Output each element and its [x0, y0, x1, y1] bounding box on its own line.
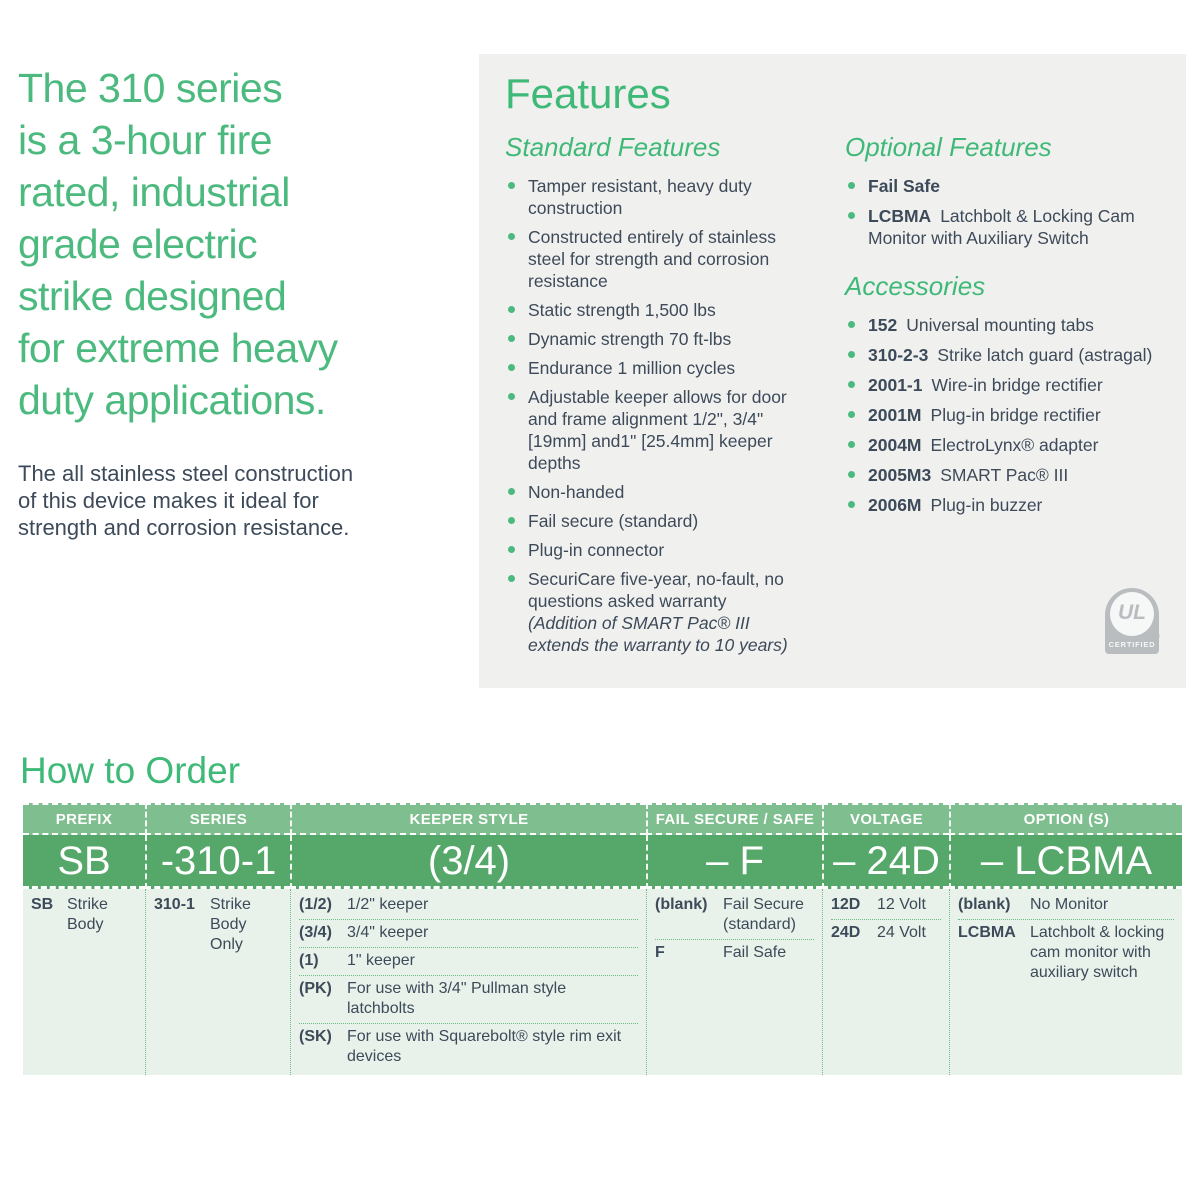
- features-title: Features: [505, 70, 671, 117]
- detail-text: For use with 3/4" Pullman style latchbolts: [347, 980, 567, 1017]
- prefix-detail-cell: [23, 889, 145, 1075]
- standard-features-column: [505, 132, 813, 663]
- optional-accessories-column: [845, 132, 1170, 524]
- bullet-icon: [508, 488, 515, 495]
- accessory-text: Plug-in buzzer: [930, 495, 1043, 515]
- feature-item: [505, 357, 813, 379]
- detail-row: [154, 892, 282, 959]
- ul-circle: [1110, 592, 1154, 636]
- option-code: Fail Safe: [868, 176, 940, 196]
- bullet-icon: [508, 335, 515, 342]
- detail-code: SB: [31, 896, 54, 913]
- bullet-icon: [508, 546, 515, 553]
- detail-text: 1" keeper: [347, 952, 415, 969]
- column-header-voltage: VOLTAGE: [822, 803, 949, 835]
- order-header-row: [23, 803, 1182, 835]
- detail-text: For use with Squarebolt® style rim exit devices: [347, 1028, 622, 1065]
- example-prefix-value: SB: [23, 835, 145, 889]
- detail-code: 24D: [831, 924, 861, 941]
- detail-code: (3/4): [299, 924, 332, 941]
- detail-row: [958, 892, 1174, 919]
- example-series-value: -310-1: [145, 835, 290, 889]
- optional-feature-item: [845, 175, 1170, 197]
- detail-row: [958, 919, 1174, 987]
- feature-item: [505, 299, 813, 321]
- bullet-icon: [848, 501, 855, 508]
- detail-code: LCBMA: [958, 924, 1016, 941]
- feature-item: [505, 481, 813, 503]
- accessory-text: Plug-in bridge rectifier: [930, 405, 1101, 425]
- detail-text: Fail Secure (standard): [723, 896, 804, 933]
- series-detail-cell: [145, 889, 290, 1075]
- headline-line: rated, industrial: [18, 169, 290, 215]
- accessory-code: 2004M: [868, 435, 922, 455]
- feature-text: Plug-in connector: [528, 540, 665, 560]
- detail-text: Strike Body: [67, 896, 108, 933]
- voltage-detail-cell: [822, 889, 949, 1075]
- detail-code: (1): [299, 952, 319, 969]
- accessory-item: [845, 404, 1170, 426]
- bullet-icon: [508, 182, 515, 189]
- order-details-row: [23, 889, 1182, 1075]
- feature-item: [505, 328, 813, 350]
- detail-text: Strike Body Only: [210, 896, 251, 953]
- column-header-fail-secure-safe: FAIL SECURE / SAFE: [646, 803, 822, 835]
- how-to-order-title: How to Order: [20, 750, 241, 791]
- feature-note: (Addition of SMART Pac® III extends the warranty to 10 years): [528, 613, 788, 655]
- detail-row: [831, 892, 941, 919]
- accessory-item: [845, 434, 1170, 456]
- accessory-text: Strike latch guard (astragal): [937, 345, 1153, 365]
- detail-text: No Monitor: [1030, 896, 1109, 913]
- detail-row: [299, 892, 638, 919]
- accessory-text: Universal mounting tabs: [906, 315, 1094, 335]
- bullet-icon: [508, 364, 515, 371]
- accessory-item: [845, 344, 1170, 366]
- feature-text: Static strength 1,500 lbs: [528, 300, 716, 320]
- keeper-style-detail-cell: [290, 889, 646, 1075]
- bullet-icon: [508, 393, 515, 400]
- detail-text: 1/2" keeper: [347, 896, 429, 913]
- detail-code: (1/2): [299, 896, 332, 913]
- column-header-series: SERIES: [145, 803, 290, 835]
- accessory-text: Wire-in bridge rectifier: [931, 375, 1103, 395]
- accessories-list: [845, 314, 1170, 516]
- feature-item: [505, 510, 813, 532]
- accessory-code: 152: [868, 315, 898, 335]
- optional-features-heading: Optional Features: [845, 132, 1052, 162]
- detail-code: F: [655, 944, 665, 961]
- bullet-icon: [508, 517, 515, 524]
- registered-mark: ®: [1154, 632, 1160, 641]
- feature-text: Dynamic strength 70 ft-lbs: [528, 329, 732, 349]
- detail-row: [831, 919, 941, 947]
- bullet-icon: [848, 411, 855, 418]
- example-fail-value: – F: [646, 835, 822, 889]
- feature-text: Adjustable keeper allows for door and frame alignment 1/2", 3/4" [19mm] and1" [25.4mm] keeper depths: [528, 387, 787, 473]
- how-to-order-table: [23, 803, 1182, 1075]
- optional-features-list: [845, 175, 1170, 249]
- fail-secure-detail-cell: [646, 889, 822, 1075]
- feature-text: Endurance 1 million cycles: [528, 358, 736, 378]
- bullet-icon: [848, 182, 855, 189]
- headline-line: is a 3-hour fire: [18, 117, 273, 163]
- order-example-row: [23, 835, 1182, 889]
- intro-section: [18, 62, 388, 563]
- accessory-text: ElectroLynx® adapter: [930, 435, 1099, 455]
- standard-features-list: [505, 175, 813, 656]
- detail-text: Fail Safe: [723, 944, 787, 961]
- detail-text: 3/4" keeper: [347, 924, 429, 941]
- bullet-icon: [508, 233, 515, 240]
- bullet-icon: [508, 575, 515, 582]
- headline-line: duty applications.: [18, 377, 326, 423]
- feature-text: Fail secure (standard): [528, 511, 699, 531]
- column-header-keeper-style: KEEPER STYLE: [290, 803, 646, 835]
- accessories-heading: Accessories: [845, 271, 986, 301]
- detail-row: [299, 975, 638, 1023]
- bullet-icon: [848, 351, 855, 358]
- feature-text: Non-handed: [528, 482, 625, 502]
- example-options-value: – LCBMA: [949, 835, 1182, 889]
- detail-row: [299, 1023, 638, 1071]
- option-code: LCBMA: [868, 206, 932, 226]
- feature-item: [505, 386, 813, 474]
- detail-code: (SK): [299, 1028, 332, 1045]
- feature-text: Tamper resistant, heavy duty construction: [528, 176, 752, 218]
- option-text: Latchbolt & Locking Cam Monitor with Auxiliary Switch: [868, 206, 1135, 248]
- detail-text: 12 Volt: [877, 896, 926, 913]
- bullet-icon: [848, 471, 855, 478]
- accessory-code: 2001-1: [868, 375, 923, 395]
- headline-line: for extreme heavy: [18, 325, 338, 371]
- example-voltage-value: – 24D: [822, 835, 949, 889]
- feature-item: [505, 568, 813, 656]
- detail-row: [655, 939, 814, 967]
- ul-certified-badge: [1105, 588, 1159, 654]
- accessory-code: 2005M3: [868, 465, 932, 485]
- intro-headline: [18, 62, 388, 426]
- options-detail-cell: [949, 889, 1182, 1075]
- example-keeper-value: (3/4): [290, 835, 646, 889]
- detail-code: 310-1: [154, 896, 195, 913]
- ul-caption: CERTIFIED: [1108, 640, 1156, 649]
- ul-letters: UL: [1118, 601, 1146, 624]
- accessory-item: [845, 374, 1170, 396]
- features-panel: [479, 54, 1186, 688]
- bullet-icon: [848, 381, 855, 388]
- accessory-code: 310-2-3: [868, 345, 929, 365]
- detail-code: 12D: [831, 896, 861, 913]
- accessory-item: [845, 464, 1170, 486]
- detail-code: (PK): [299, 980, 332, 997]
- accessory-code: 2006M: [868, 495, 922, 515]
- feature-item: [505, 226, 813, 292]
- detail-row: [299, 919, 638, 947]
- detail-row: [31, 892, 137, 939]
- accessory-code: 2001M: [868, 405, 922, 425]
- feature-item: [505, 539, 813, 561]
- bullet-icon: [508, 306, 515, 313]
- accessory-item: [845, 314, 1170, 336]
- column-header-options: OPTION (S): [949, 803, 1182, 835]
- detail-text: 24 Volt: [877, 924, 926, 941]
- accessory-item: [845, 494, 1170, 516]
- column-header-prefix: PREFIX: [23, 803, 145, 835]
- optional-feature-item: [845, 205, 1170, 249]
- bullet-icon: [848, 212, 855, 219]
- bullet-icon: [848, 321, 855, 328]
- feature-item: [505, 175, 813, 219]
- detail-code: (blank): [958, 896, 1011, 913]
- headline-line: grade electric: [18, 221, 258, 267]
- detail-row: [655, 892, 814, 939]
- headline-line: strike designed: [18, 273, 287, 319]
- detail-text: Latchbolt & locking cam monitor with auxiliary switch: [1030, 924, 1165, 981]
- detail-code: (blank): [655, 896, 708, 913]
- intro-body-text: The all stainless steel construction of this device makes it ideal for strength and corrosion resistance.: [18, 461, 354, 540]
- detail-row: [299, 947, 638, 975]
- bullet-icon: [848, 441, 855, 448]
- feature-text: Constructed entirely of stainless steel for strength and corrosion resistance: [528, 227, 777, 291]
- feature-text: SecuriCare five-year, no-fault, no questions asked warranty: [528, 569, 784, 611]
- standard-features-heading: Standard Features: [505, 132, 721, 162]
- headline-line: The 310 series: [18, 65, 283, 111]
- accessory-text: SMART Pac® III: [940, 465, 1069, 485]
